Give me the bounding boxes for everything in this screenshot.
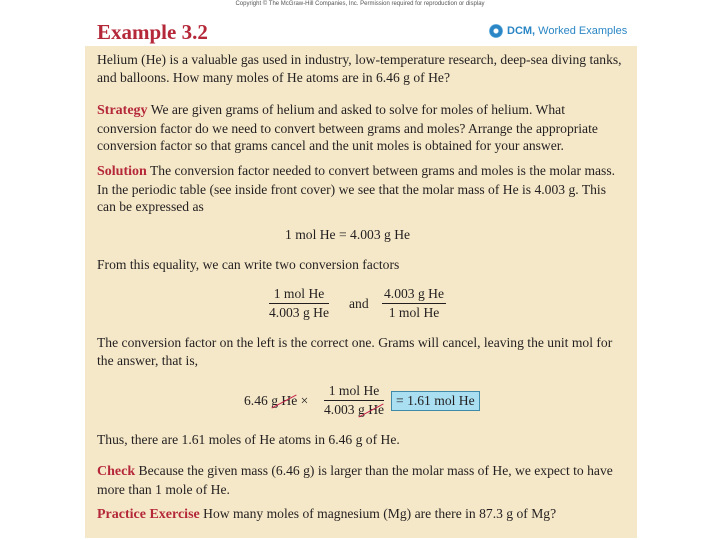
conversion-explanation: The conversion factor on the left is the correct one. Grams will cancel, leaving the unit mol for the answer, that is,	[97, 335, 613, 368]
worked-examples-label: Worked Examples	[538, 25, 628, 37]
calc-denominator	[324, 401, 384, 418]
molar-mass-equality: 1 mol He = 4.003 g He	[285, 227, 411, 242]
calculation-fraction	[324, 383, 384, 418]
times-sign: ×	[300, 393, 309, 408]
strategy-heading: Strategy	[97, 103, 148, 118]
and-word: and	[349, 296, 369, 311]
strategy-paragraph	[97, 101, 627, 155]
calc-denominator-value: 4.003	[324, 402, 355, 417]
strategy-text: We are given grams of helium and asked to solve for moles of helium. What conversion factor do we need to convert between grams and moles? Arrange the appropriate conversion factor so that grams cancel and the unit moles is obtained for your answer.	[97, 102, 598, 153]
check-paragraph	[97, 462, 627, 498]
cd-disc-icon	[489, 24, 503, 38]
factor1-numerator: 1 mol He	[269, 286, 329, 304]
solution-text: The conversion factor needed to convert between grams and moles is the molar mass. In the periodic table (see inside front cover) we see that the molar mass of He is 4.003 g. This can be expressed as	[97, 163, 616, 214]
factor1-denominator: 4.003 g He	[269, 305, 330, 320]
factor2-denominator: 1 mol He	[388, 305, 440, 320]
from-equality-text: From this equality, we can write two conversion factors	[97, 257, 400, 272]
thus-statement: Thus, there are 1.61 moles of He atoms in 6.46 g of He.	[97, 432, 400, 447]
cancelled-gram-unit: g He	[271, 393, 298, 408]
factor2-numerator: 4.003 g He	[382, 286, 446, 304]
solution-paragraph	[97, 162, 627, 216]
dcm-label: DCM,	[507, 25, 536, 37]
check-heading: Check	[97, 464, 136, 479]
practice-text: How many moles of magnesium (Mg) are there in 87.3 g of Mg?	[203, 506, 557, 521]
example-title: Example 3.2	[97, 20, 208, 44]
example-panel	[85, 11, 637, 538]
answer-box: = 1.61 mol He	[391, 391, 480, 411]
conversion-factor-2	[382, 286, 446, 321]
calc-numerator: 1 mol He	[324, 383, 384, 401]
practice-heading: Practice Exercise	[97, 507, 200, 522]
practice-paragraph	[97, 505, 627, 524]
calc-mass: 6.46	[244, 393, 268, 408]
example-header	[85, 11, 637, 46]
problem-statement: Helium (He) is a valuable gas used in industry, low-temperature research, deep-sea diving tanks, and balloons. How many moles of He atoms are in 6.46 g of He?	[97, 52, 622, 85]
check-text: Because the given mass (6.46 g) is larger than the molar mass of He, we expect to have more than 1 mole of He.	[97, 463, 613, 497]
solution-heading: Solution	[97, 164, 147, 179]
copyright-notice: Copyright © The McGraw-Hill Companies, Inc. Permission required for reproduction or display	[235, 1, 485, 7]
cancelled-gram-unit-denominator: g He	[358, 402, 385, 417]
calculation-left	[244, 393, 308, 409]
conversion-factor-1	[269, 286, 329, 321]
dcm-worked-examples-link[interactable]	[489, 24, 627, 38]
